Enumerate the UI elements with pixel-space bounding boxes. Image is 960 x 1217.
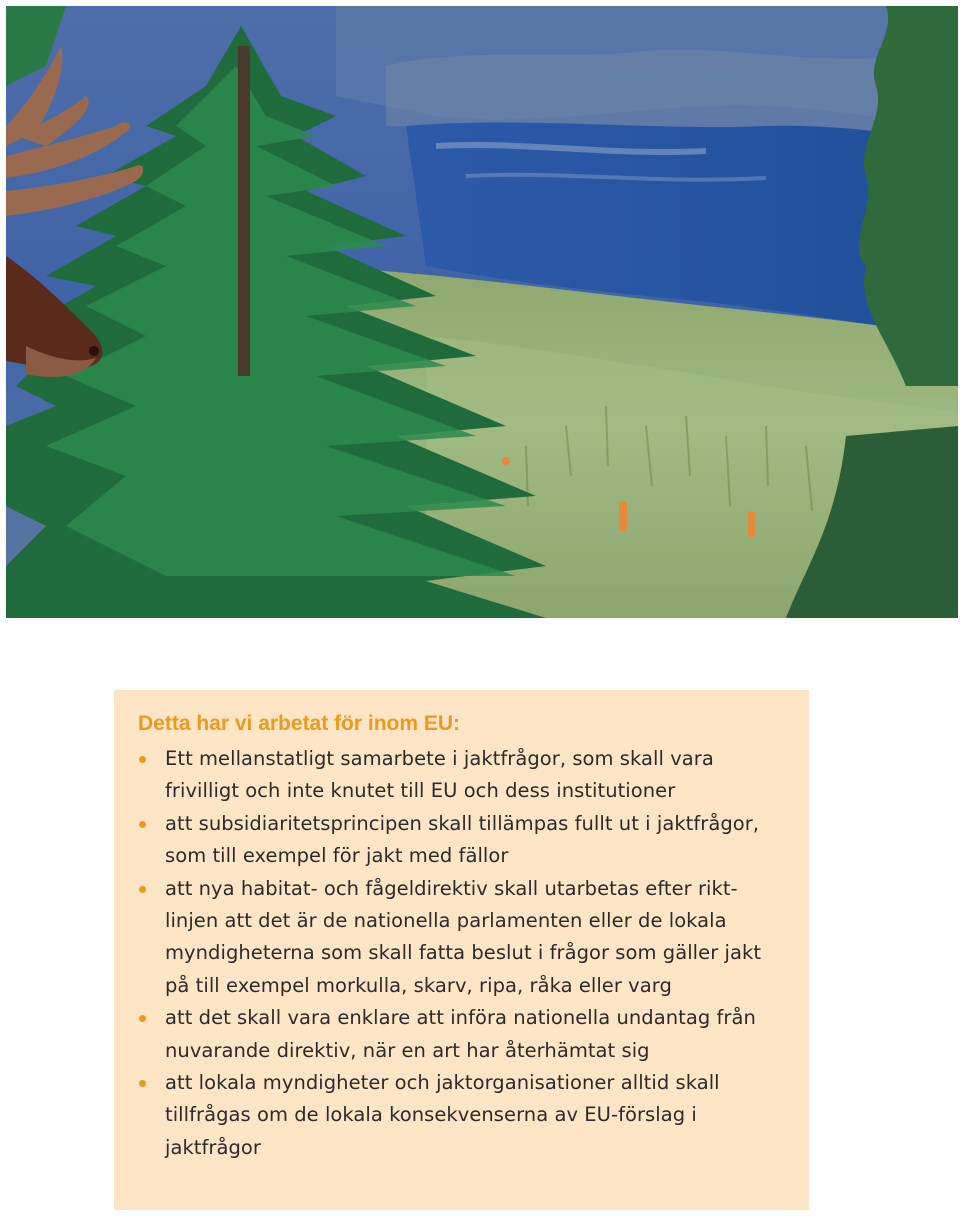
factbox-heading: Detta har vi arbetat för inom EU: — [138, 712, 461, 735]
bullet-icon — [139, 1015, 146, 1022]
bullet-icon — [139, 756, 146, 763]
list-item — [138, 873, 785, 1003]
list-item-text: Ett mellanstatligt samarbete i jaktfrågor, som skall vara frivilligt och inte knutet till EU och dess institutioner — [165, 747, 714, 803]
bullet-icon — [139, 1080, 146, 1087]
list-item — [138, 1002, 785, 1067]
list-item — [138, 808, 785, 873]
list-item-text: att subsidiaritetsprincipen skall tillämpas fullt ut i jaktfrågor, som till exempel för jakt med fällor — [165, 811, 760, 868]
nature-photo — [6, 6, 958, 618]
list-item — [138, 1067, 785, 1164]
list-item-text: att det skall vara enklare att införa nationella undantag från nuvarande direktiv, när en art har återhämtat sig — [165, 1006, 756, 1062]
list-item — [138, 743, 785, 808]
list-item-text: att nya habitat- och fågeldirektiv skall utarbetas efter rikt-linjen att det är de nationella parlamenten eller de lokala myndigheterna som skall fatta beslut i frågor som gäller jakt på till exempel morkulla, skarv, ripa, råka eller varg — [165, 876, 762, 997]
list-item-text: att lokala myndigheter och jaktorganisationer alltid skall tillfrågas om de lokala konsekvenserna av EU-förslag i jaktfrågor — [165, 1071, 720, 1159]
bullet-icon — [139, 886, 146, 893]
bullet-icon — [139, 821, 146, 828]
eu-factbox — [114, 690, 809, 1210]
moose-forest-lake-image — [6, 6, 958, 618]
factbox-list — [138, 743, 785, 1164]
